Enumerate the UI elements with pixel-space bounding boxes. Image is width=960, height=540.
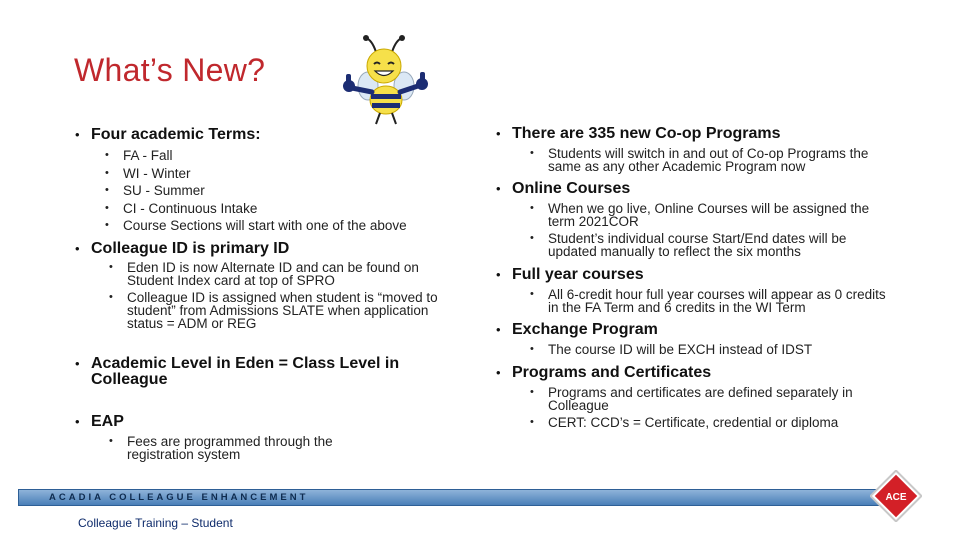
heading-text: EAP — [91, 413, 124, 430]
heading-text: Exchange Program — [512, 321, 658, 338]
bullet-icon: • — [530, 288, 534, 300]
section-academic-level — [75, 356, 455, 388]
section-heading — [496, 126, 916, 142]
coop-list — [530, 147, 880, 173]
list-item: • Student’s individual course Start/End dates will be updated manually to reflect the six months — [530, 231, 847, 259]
list-item: • All 6-credit hour full year courses will appear as 0 credits in the FA Term and 6 credits in the WI Term — [530, 287, 886, 315]
list-item: • Course Sections will start with one of the above — [105, 218, 407, 233]
ace-logo-icon — [870, 470, 922, 522]
colleague-id-list — [109, 261, 449, 330]
bullet-icon: • — [75, 241, 80, 256]
bullet-icon: • — [105, 201, 109, 214]
full-year-list — [530, 288, 890, 314]
section-eap — [75, 414, 475, 461]
terms-list — [105, 147, 475, 235]
eap-list — [109, 435, 359, 461]
bullet-icon: • — [530, 202, 534, 214]
exchange-list — [530, 343, 890, 356]
list-item: • Colleague ID is assigned when student is “moved to student” from Admissions SLATE when application status = ADM or REG — [109, 290, 438, 331]
bullet-icon: • — [496, 365, 501, 380]
section-heading — [75, 241, 475, 257]
list-item: • FA - Fall — [105, 148, 173, 163]
bullet-icon: • — [105, 219, 109, 231]
section-exchange — [496, 322, 916, 356]
bee-mascot-icon — [338, 34, 434, 126]
section-online — [496, 181, 916, 258]
list-item: • CI - Continuous Intake — [105, 200, 258, 216]
bullet-icon: • — [105, 184, 109, 196]
heading-text: Programs and Certificates — [512, 364, 712, 381]
heading-text: Full year courses — [512, 266, 644, 283]
list-item: • Fees are programmed through the registration system — [109, 434, 333, 462]
section-terms — [75, 127, 475, 235]
heading-text: Academic Level in Eden = Class Level in Colleague — [91, 355, 400, 388]
section-heading — [496, 181, 916, 197]
bullet-icon: • — [530, 416, 534, 428]
section-heading — [496, 365, 916, 381]
bullet-icon: • — [75, 127, 80, 142]
list-item: • SU - Summer — [105, 183, 205, 198]
heading-text: There are 335 new Co-op Programs — [512, 125, 781, 142]
bullet-icon: • — [75, 414, 80, 429]
bullet-icon: • — [530, 232, 534, 244]
bullet-icon: • — [496, 181, 501, 196]
bullet-icon: • — [496, 322, 501, 337]
banner-bar — [18, 489, 888, 506]
programs-list — [530, 386, 890, 429]
bullet-icon: • — [109, 435, 113, 447]
list-item: • Students will switch in and out of Co-op Programs the same as any other Academic Program now — [530, 146, 869, 174]
section-programs — [496, 365, 916, 429]
online-list — [530, 202, 880, 258]
section-heading — [496, 322, 916, 338]
section-colleague-id — [75, 241, 475, 330]
list-item: • WI - Winter — [105, 165, 191, 181]
list-item: • The course ID will be EXCH instead of IDST — [530, 342, 813, 357]
list-item: • Programs and certificates are defined separately in Colleague — [530, 385, 853, 413]
bullet-icon: • — [530, 147, 534, 159]
bullet-icon: • — [109, 261, 113, 273]
heading-text: Online Courses — [512, 180, 631, 197]
section-coop — [496, 126, 916, 173]
section-heading — [75, 127, 475, 143]
list-item: • When we go live, Online Courses will be assigned the term 2021COR — [530, 201, 870, 229]
section-full-year — [496, 267, 916, 314]
bullet-icon: • — [109, 291, 113, 303]
bullet-icon: • — [105, 166, 109, 179]
bullet-icon: • — [530, 386, 534, 398]
bullet-icon: • — [75, 356, 80, 371]
list-item: • Eden ID is now Alternate ID and can be found on Student Index card at top of SPRO — [109, 260, 419, 288]
logo-text: ACE — [885, 492, 907, 503]
banner-text: ACADIA COLLEAGUE ENHANCEMENT — [49, 492, 309, 503]
bullet-icon: • — [530, 343, 534, 355]
bullet-icon: • — [496, 126, 501, 141]
section-heading — [496, 267, 916, 283]
heading-text: Four academic Terms: — [91, 126, 261, 143]
footer-text: Colleague Training – Student — [78, 516, 233, 530]
bullet-icon: • — [496, 267, 501, 282]
section-heading — [75, 356, 455, 388]
bullet-icon: • — [105, 149, 109, 161]
heading-text: Colleague ID is primary ID — [91, 240, 290, 257]
slide-title: What’s New? — [74, 52, 266, 88]
section-heading — [75, 414, 475, 430]
list-item: • CERT: CCD’s = Certificate, credential or diploma — [530, 415, 839, 430]
